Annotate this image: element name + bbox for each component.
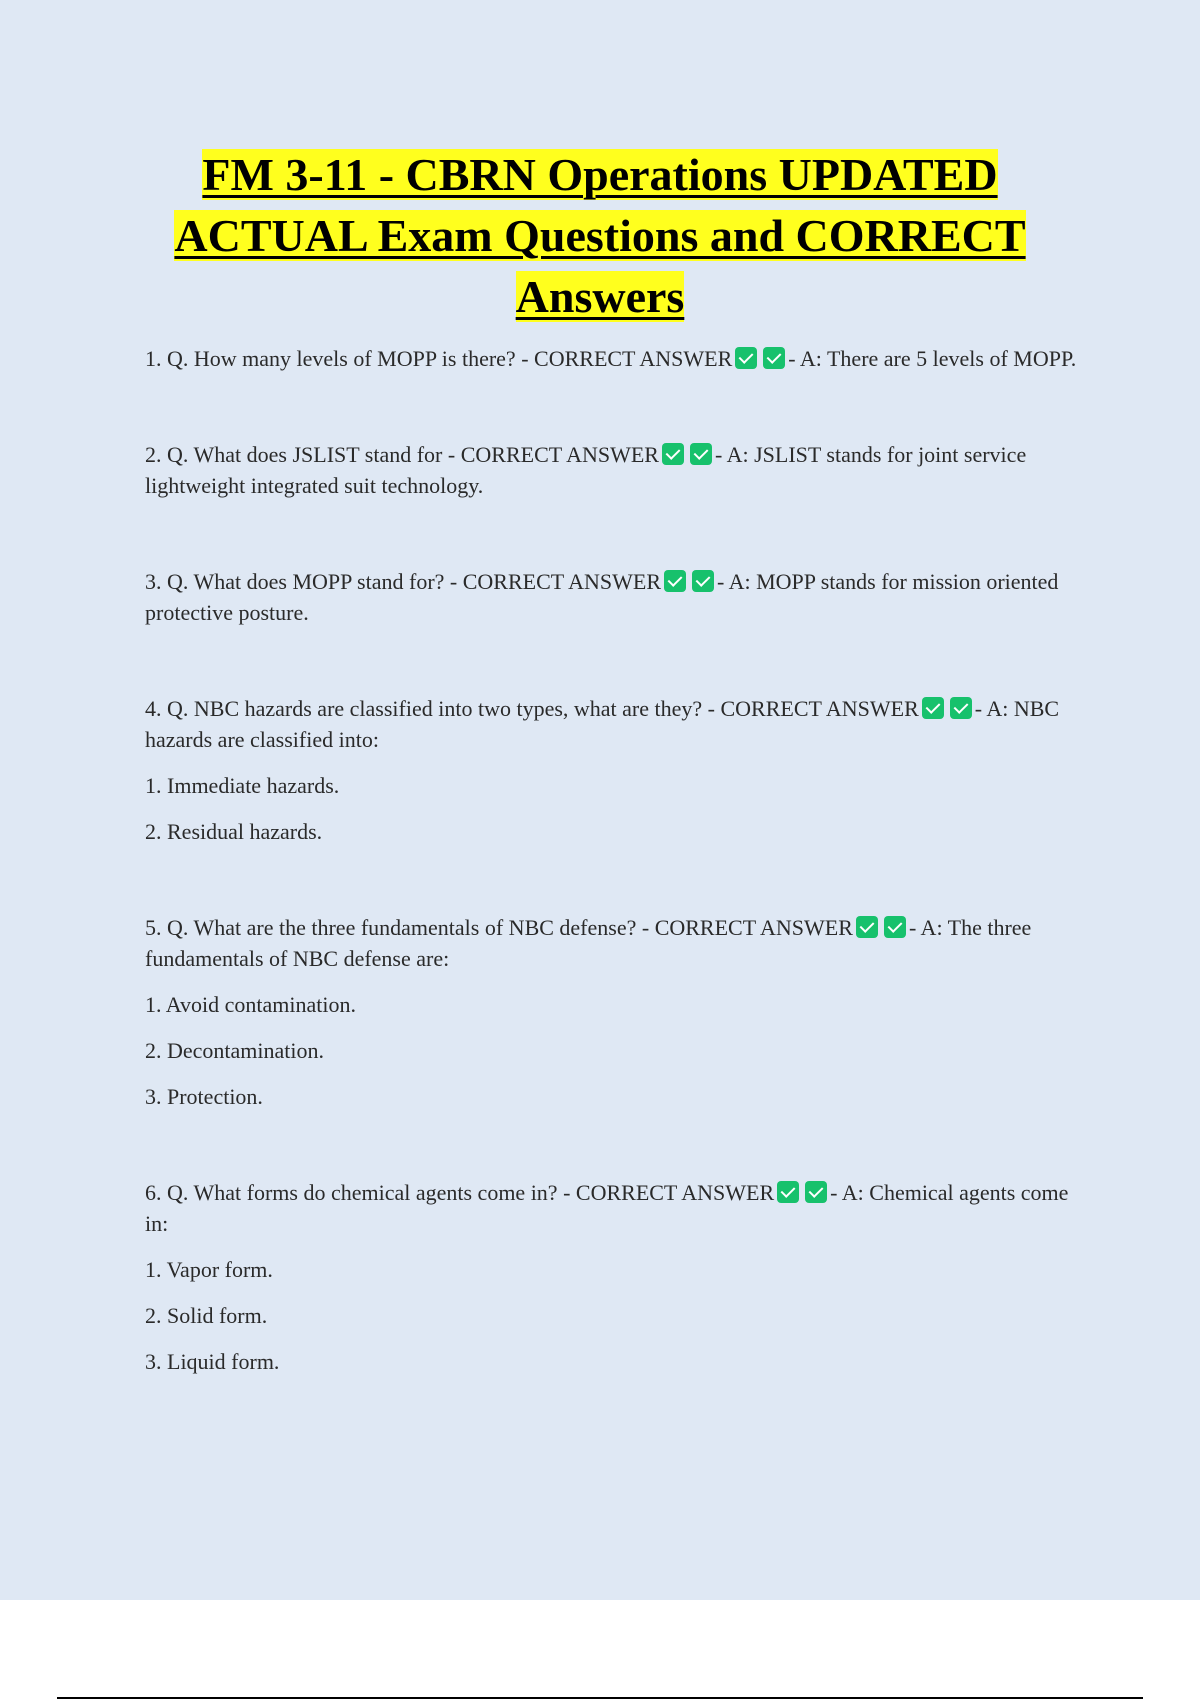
question-text: 6. Q. What forms do chemical agents come in? - <box>145 1180 576 1205</box>
qa-paragraph <box>145 1177 1085 1239</box>
qa-paragraph <box>145 566 1085 628</box>
qa-item-3 <box>145 566 1085 628</box>
qa-item-5 <box>145 912 1085 1112</box>
check-box-icon <box>950 697 972 719</box>
qa-paragraph <box>145 439 1085 501</box>
correct-answer-label: CORRECT ANSWER <box>654 915 853 940</box>
answer-text: - A: NBC hazards are classified into: <box>145 696 1060 752</box>
list-item: 2. Decontamination. <box>145 1038 325 1063</box>
check-box-icon <box>777 1181 799 1203</box>
qa-item-1 <box>145 343 1085 374</box>
answer-text: - A: MOPP stands for mission oriented protective posture. <box>145 569 1059 625</box>
check-box-icon <box>805 1181 827 1203</box>
question-text: 4. Q. NBC hazards are classified into two types, what are they? - <box>145 696 721 721</box>
footer-divider <box>57 1697 1143 1699</box>
title-line-3: Answers <box>515 271 685 322</box>
correct-answer-label: CORRECT ANSWER <box>462 569 661 594</box>
correct-answer-label: CORRECT ANSWER <box>534 346 733 371</box>
title-line-2: ACTUAL Exam Questions and CORRECT <box>174 210 1026 261</box>
check-box-icon <box>664 570 686 592</box>
check-box-icon <box>662 443 684 465</box>
qa-paragraph <box>145 693 1085 755</box>
check-box-icon <box>692 570 714 592</box>
answer-text: - A: The three fundamentals of NBC defense are: <box>145 915 1032 971</box>
question-text: 2. Q. What does JSLIST stand for - <box>145 442 461 467</box>
correct-answer-label: CORRECT ANSWER <box>460 442 659 467</box>
qa-list <box>145 343 1085 1377</box>
qa-item-2 <box>145 439 1085 501</box>
answer-list <box>145 1254 1085 1377</box>
list-item: 3. Liquid form. <box>145 1349 280 1374</box>
qa-item-6 <box>145 1177 1085 1377</box>
title-line-1: FM 3-11 - CBRN Operations UPDATED <box>202 149 998 200</box>
correct-answer-label: CORRECT ANSWER <box>720 696 919 721</box>
answer-text: - A: There are 5 levels of MOPP. <box>788 346 1077 371</box>
question-text: 3. Q. What does MOPP stand for? - <box>145 569 463 594</box>
list-item: 1. Immediate hazards. <box>145 773 340 798</box>
check-box-icon <box>856 916 878 938</box>
list-item: 2. Solid form. <box>145 1303 268 1328</box>
question-text: 5. Q. What are the three fundamentals of NBC defense? - <box>145 915 655 940</box>
qa-paragraph <box>145 343 1085 374</box>
answer-text: - A: Chemical agents come in: <box>145 1180 1069 1236</box>
check-box-icon <box>690 443 712 465</box>
qa-item-4 <box>145 693 1085 847</box>
list-item: 1. Avoid contamination. <box>145 992 357 1017</box>
answer-text: - A: JSLIST stands for joint service lightweight integrated suit technology. <box>145 442 1027 498</box>
list-item: 3. Protection. <box>145 1084 263 1109</box>
document-title <box>100 144 1100 327</box>
list-item: 1. Vapor form. <box>145 1257 273 1282</box>
check-box-icon <box>884 916 906 938</box>
check-box-icon <box>735 347 757 369</box>
correct-answer-label: CORRECT ANSWER <box>575 1180 775 1205</box>
list-item: 2. Residual hazards. <box>145 819 323 844</box>
answer-list <box>145 770 1085 847</box>
check-box-icon <box>922 697 944 719</box>
answer-list <box>145 989 1085 1112</box>
check-box-icon <box>763 347 785 369</box>
question-text: 1. Q. How many levels of MOPP is there? - <box>145 346 535 371</box>
qa-paragraph <box>145 912 1085 974</box>
